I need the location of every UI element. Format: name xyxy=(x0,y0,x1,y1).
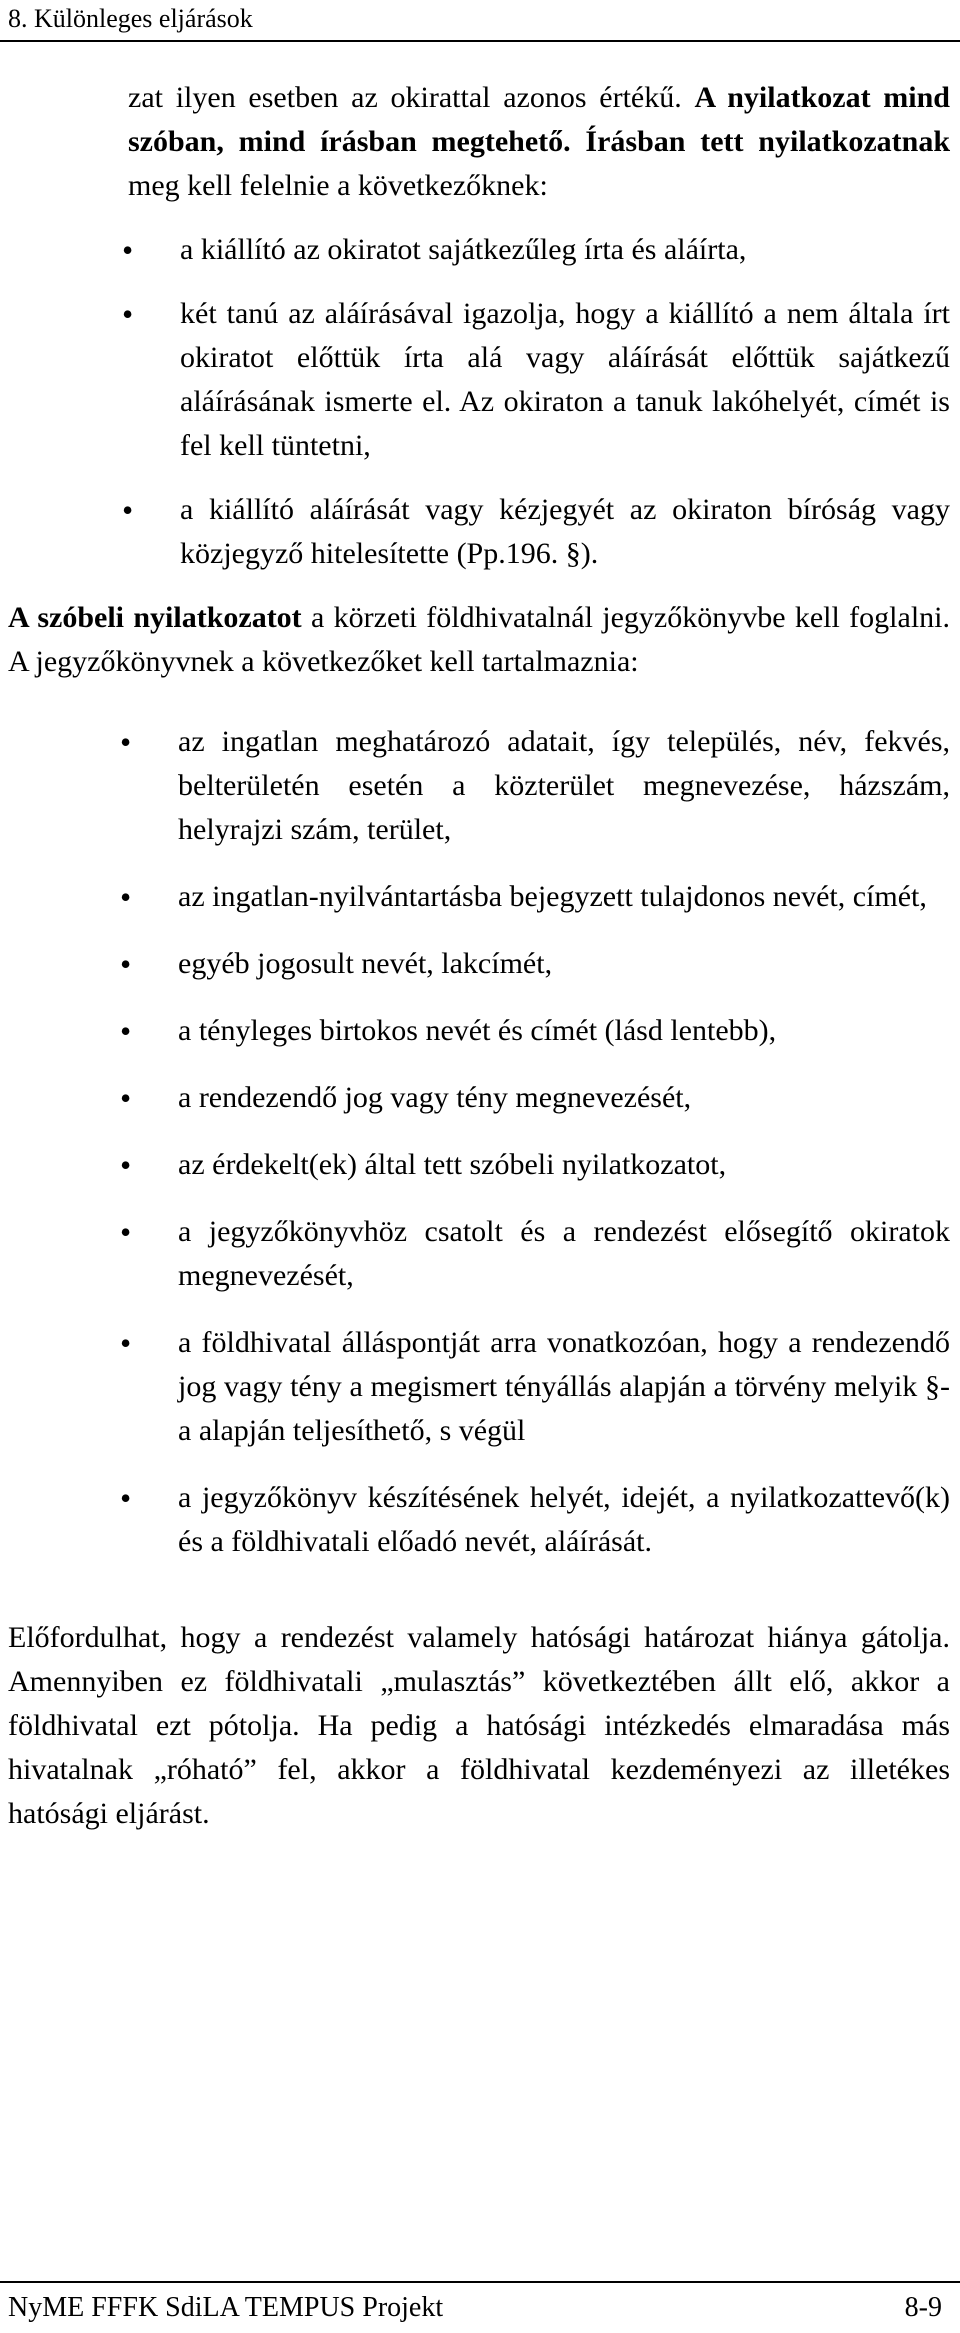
indented-block xyxy=(128,76,950,576)
intro-text-2: meg kell felelnie a következőknek: xyxy=(128,169,548,202)
list-item: • az ingatlan meghatározó adatait, így település, név, fekvés, belterületén esetén a közterület megnevezése, házszám, helyrajzi szám, terület, xyxy=(126,720,950,852)
page-number: 8-9 xyxy=(904,2292,942,2323)
list-item: • a jegyzőkönyvhöz csatolt és a rendezést elősegítő okiratok megnevezését, xyxy=(126,1210,950,1298)
page-body xyxy=(8,76,950,1836)
running-header: 8. Különleges eljárások xyxy=(8,4,253,33)
oral-statement-paragraph xyxy=(8,596,950,684)
footer-divider xyxy=(0,2281,960,2283)
list-item: • a földhivatal álláspontját arra vonatkozóan, hogy a rendezendő jog vagy tény a megismert tényállás alapján a törvény melyik §-a alapján teljesíthető, s végül xyxy=(126,1321,950,1453)
closing-paragraph: Előfordulhat, hogy a rendezést valamely hatósági határozat hiánya gátolja. Amennyiben ez földhivatali „mulasztás” következtében állt elő, akkor a földhivatal ezt pótolja. Ha pedig a hatósági intézkedés elmaradása más hivatalnak „róható” fel, akkor a földhivatal kezdeményezi az illetékes hatósági eljárást. xyxy=(8,1621,950,1830)
list-item: • a kiállító aláírását vagy kézjegyét az okiraton bíróság vagy közjegyző hitelesítette (Pp.196. §). xyxy=(128,488,950,576)
list-item xyxy=(128,292,950,468)
oral-statement-text: a körzeti földhivatalnál jegyzőkönyvbe kell foglalni. A jegyzőkönyvnek a következőket kell tartalmaznia: xyxy=(8,601,950,678)
list-item: • az ingatlan-nyilvántartásba bejegyzett tulajdonos nevét, címét, xyxy=(126,875,950,919)
list-item: • a kiállító az okiratot sajátkezűleg írta és aláírta, xyxy=(128,228,950,272)
intro-bold: A nyilatkozat mind szóban, mind írásban megtehető. Írásban tett nyilatkozatnak xyxy=(128,81,950,158)
intro-paragraph xyxy=(128,76,950,208)
header-divider xyxy=(0,40,960,42)
list-item: • a rendezendő jog vagy tény megnevezését, xyxy=(126,1076,950,1120)
footer-project: NyME FFFK SdiLA TEMPUS Projekt xyxy=(8,2292,444,2323)
list-item: • egyéb jogosult nevét, lakcímét, xyxy=(126,942,950,986)
protocol-contents-list xyxy=(126,720,950,1564)
list-item: • a jegyzőkönyv készítésének helyét, idejét, a nyilatkozattevő(k) és a földhivatali előadó nevét, aláírását. xyxy=(126,1476,950,1564)
requirements-list xyxy=(128,228,950,576)
oral-statement-bold: A szóbeli nyilatkozatot xyxy=(8,601,302,634)
list-item-text: két tanú az aláírásával igazolja, hogy a kiállító a nem általa írt okiratot előttük írta alá vagy aláírását előttük sajátkezű aláírásának ismerte el. xyxy=(180,297,950,418)
list-item: • a tényleges birtokos nevét és címét (lásd lentebb), xyxy=(126,1009,950,1053)
list-item: • az érdekelt(ek) által tett szóbeli nyilatkozatot, xyxy=(126,1143,950,1187)
list-item-continuation: Az okiraton a tanuk lakóhelyét, címét is fel kell tüntetni, xyxy=(180,385,950,462)
intro-text-1: zat ilyen esetben az okirattal azonos értékű. xyxy=(128,81,695,114)
